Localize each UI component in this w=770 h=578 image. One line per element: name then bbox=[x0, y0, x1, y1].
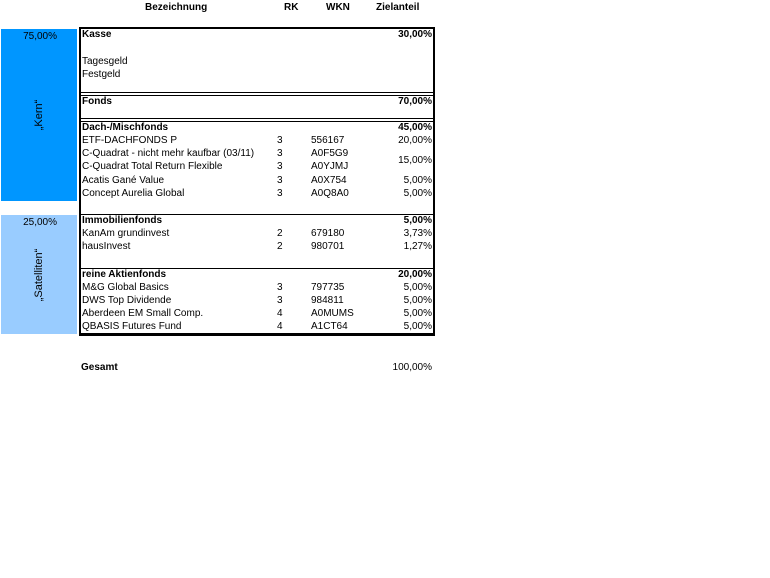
gesamt-label: Gesamt bbox=[81, 362, 118, 373]
fund-rk: 4 bbox=[277, 321, 283, 332]
divider bbox=[79, 333, 435, 334]
fund-percentage: 5,00% bbox=[403, 295, 432, 306]
fund-wkn: A0MUMS bbox=[311, 308, 354, 319]
dach-title: Dach-/Mischfonds bbox=[82, 122, 169, 133]
divider bbox=[79, 118, 435, 119]
fund-wkn: 984811 bbox=[311, 295, 344, 306]
kasse-item: Festgeld bbox=[82, 69, 121, 80]
fund-name: ETF-DACHFONDS P bbox=[82, 135, 177, 146]
kasse-title: Kasse bbox=[82, 29, 112, 40]
fund-name: QBASIS Futures Fund bbox=[82, 321, 182, 332]
fund-name: C-Quadrat Total Return Flexible bbox=[82, 161, 223, 172]
fund-rk: 3 bbox=[277, 175, 283, 186]
fund-rk: 3 bbox=[277, 148, 283, 159]
fund-rk: 3 bbox=[277, 295, 283, 306]
fund-percentage: 5,00% bbox=[403, 308, 432, 319]
fund-rk: 3 bbox=[277, 135, 283, 146]
kasse-percentage: 30,00% bbox=[398, 29, 432, 40]
header-bezeichnung: Bezeichnung bbox=[145, 2, 208, 13]
dach-percentage: 45,00% bbox=[398, 122, 432, 133]
fund-wkn: A1CT64 bbox=[311, 321, 348, 332]
fund-wkn: A0Q8A0 bbox=[311, 188, 349, 199]
fund-merged-percentage: 15,00% bbox=[398, 155, 432, 166]
kern-percentage: 75,00% bbox=[23, 31, 57, 42]
aktien-percentage: 20,00% bbox=[398, 269, 432, 280]
fund-wkn: 980701 bbox=[311, 241, 345, 252]
fund-rk: 3 bbox=[277, 188, 283, 199]
gesamt-percentage: 100,00% bbox=[392, 362, 432, 373]
fund-name: KanAm grundinvest bbox=[82, 228, 170, 239]
fund-wkn: A0YJMJ bbox=[311, 161, 349, 172]
fund-percentage: 5,00% bbox=[403, 282, 432, 293]
fund-wkn: A0F5G9 bbox=[311, 148, 349, 159]
fund-wkn: A0X754 bbox=[311, 175, 347, 186]
fonds-percentage: 70,00% bbox=[398, 96, 432, 107]
fund-percentage: 20,00% bbox=[398, 135, 432, 146]
kern-label: „Kern“ bbox=[33, 99, 45, 131]
fund-name: C-Quadrat - nicht mehr kaufbar (03/11) bbox=[82, 148, 255, 159]
fund-percentage: 3,73% bbox=[403, 228, 432, 239]
fund-percentage: 5,00% bbox=[403, 321, 432, 332]
fund-name: DWS Top Dividende bbox=[82, 295, 172, 306]
fund-rk: 2 bbox=[277, 241, 283, 252]
divider bbox=[79, 92, 435, 93]
satelliten-block bbox=[1, 215, 77, 334]
fund-wkn: 797735 bbox=[311, 282, 345, 293]
fund-percentage: 5,00% bbox=[403, 188, 432, 199]
fund-name: M&G Global Basics bbox=[82, 282, 169, 293]
fonds-title: Fonds bbox=[82, 96, 112, 107]
fund-rk: 3 bbox=[277, 282, 283, 293]
fund-wkn: 679180 bbox=[311, 228, 345, 239]
fund-percentage: 1,27% bbox=[403, 241, 432, 252]
fund-rk: 4 bbox=[277, 308, 283, 319]
fund-name: Concept Aurelia Global bbox=[82, 188, 185, 199]
fund-rk: 2 bbox=[277, 228, 283, 239]
header-rk: RK bbox=[284, 2, 299, 13]
fund-name: hausInvest bbox=[82, 241, 131, 252]
satelliten-label: „Satelliten“ bbox=[33, 248, 45, 301]
fund-name: Acatis Gané Value bbox=[82, 175, 165, 186]
fund-percentage: 5,00% bbox=[403, 175, 432, 186]
fund-rk: 3 bbox=[277, 161, 283, 172]
header-wkn: WKN bbox=[326, 2, 350, 13]
aktien-title: reine Aktienfonds bbox=[82, 269, 167, 280]
immo-title: Immobilienfonds bbox=[82, 215, 162, 226]
fund-wkn: 556167 bbox=[311, 135, 345, 146]
fund-name: Aberdeen EM Small Comp. bbox=[82, 308, 204, 319]
immo-percentage: 5,00% bbox=[403, 215, 432, 226]
kern-block bbox=[1, 29, 77, 201]
kasse-item: Tagesgeld bbox=[82, 56, 128, 67]
header-zielanteil: Zielanteil bbox=[376, 2, 420, 13]
satelliten-percentage: 25,00% bbox=[23, 217, 57, 228]
